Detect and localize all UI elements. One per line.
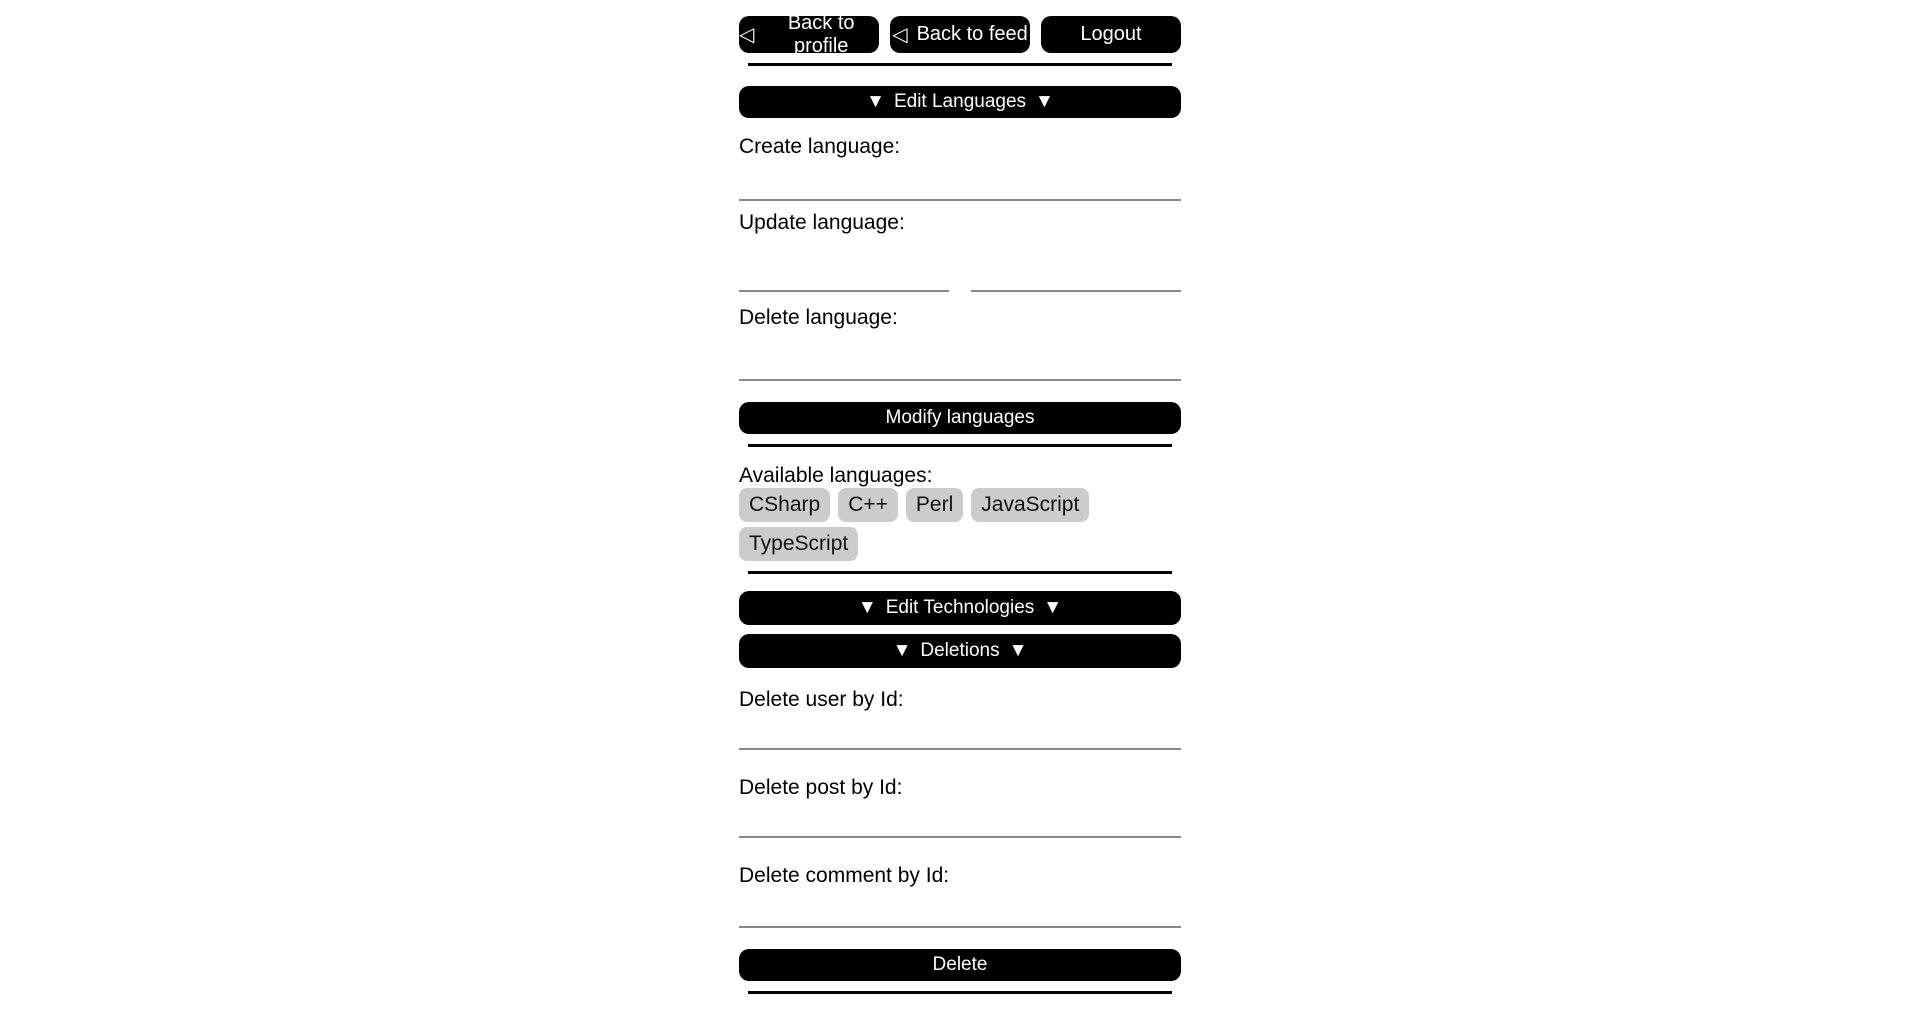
divider-4 — [748, 991, 1172, 994]
divider-2 — [748, 444, 1172, 447]
delete-button-label: Delete — [932, 954, 988, 975]
delete-user-input[interactable] — [739, 712, 1181, 750]
language-tag-list — [739, 488, 1181, 561]
admin-panel — [739, 0, 1181, 994]
update-language-label: Update language: — [739, 211, 905, 234]
delete-post-label: Delete post by Id: — [739, 776, 903, 799]
language-tag: C++ — [838, 488, 898, 522]
delete-comment-label: Delete comment by Id: — [739, 864, 950, 887]
deletions-label: Deletions — [920, 640, 1000, 661]
language-tag: JavaScript — [971, 488, 1089, 522]
delete-user-label: Delete user by Id: — [739, 688, 904, 711]
delete-language-label: Delete language: — [739, 306, 898, 329]
back-to-feed-label: Back to feed — [916, 23, 1028, 45]
logout-button[interactable] — [1041, 16, 1181, 53]
language-tag: Perl — [906, 488, 963, 522]
edit-technologies-label: Edit Technologies — [885, 597, 1035, 618]
back-to-profile-label: Back to profile — [787, 11, 855, 57]
create-language-label: Create language: — [739, 135, 901, 158]
edit-languages-button[interactable] — [739, 86, 1181, 118]
language-tag: TypeScript — [739, 527, 858, 561]
caret-down-icon: ▼ — [1008, 640, 1028, 661]
edit-technologies-button[interactable] — [739, 591, 1181, 625]
divider-3 — [748, 571, 1172, 574]
create-language-input[interactable] — [739, 163, 1181, 201]
back-arrow-icon: ◁ — [892, 24, 908, 46]
delete-comment-input[interactable] — [739, 890, 1181, 928]
back-to-feed-button[interactable] — [890, 16, 1030, 53]
top-nav-row — [739, 0, 1181, 57]
available-languages-label: Available languages: — [739, 464, 933, 487]
caret-down-icon: ▼ — [857, 597, 877, 618]
delete-button[interactable] — [739, 949, 1181, 981]
caret-down-icon: ▼ — [892, 640, 912, 661]
edit-languages-label: Edit Languages — [893, 91, 1027, 112]
modify-languages-label: Modify languages — [885, 407, 1035, 428]
update-language-row — [739, 254, 1181, 292]
delete-language-input[interactable] — [739, 343, 1181, 381]
back-to-profile-button[interactable] — [739, 11, 879, 57]
divider-1 — [748, 63, 1172, 66]
language-tag: CSharp — [739, 488, 830, 522]
deletions-button[interactable] — [739, 634, 1181, 668]
update-language-new-input[interactable] — [971, 254, 1181, 292]
update-language-old-input[interactable] — [739, 254, 949, 292]
logout-label: Logout — [1080, 23, 1142, 45]
modify-languages-button[interactable] — [739, 402, 1181, 434]
back-arrow-icon: ◁ — [739, 24, 755, 46]
caret-down-icon: ▼ — [1043, 597, 1063, 618]
caret-down-icon: ▼ — [1035, 91, 1054, 112]
delete-post-input[interactable] — [739, 800, 1181, 838]
caret-down-icon: ▼ — [866, 91, 885, 112]
